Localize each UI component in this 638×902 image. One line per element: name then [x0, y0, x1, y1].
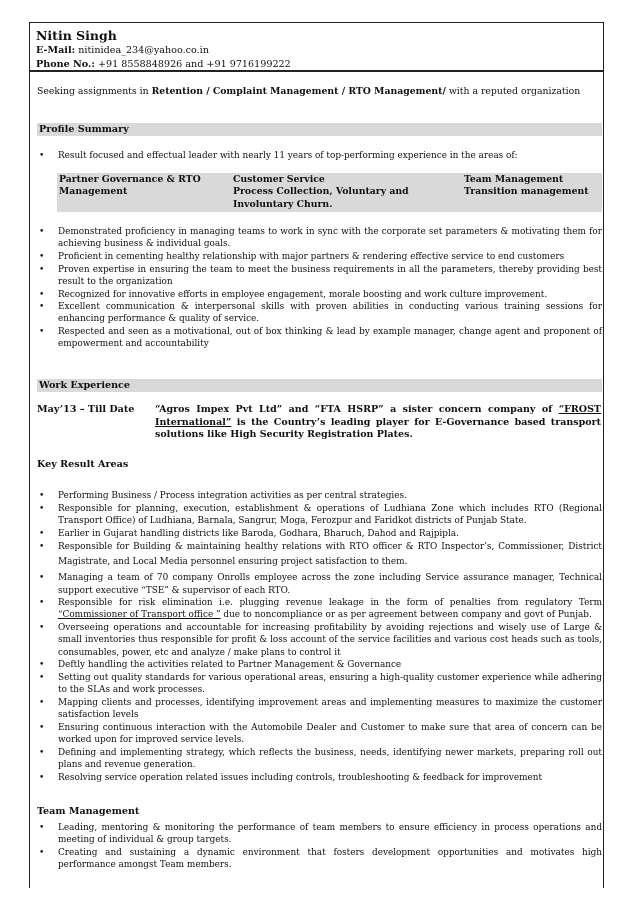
email-label: E-Mail:	[36, 45, 76, 56]
kra-heading: Key Result Areas	[37, 459, 129, 470]
bullet-icon: •	[39, 847, 45, 858]
list-item: • Proven expertise in ensuring the team to meet the business requirements in all the parameters, thereby providing best result to the organization	[39, 264, 602, 287]
bullet-icon: •	[39, 542, 45, 553]
email-line	[36, 44, 291, 58]
employment-dates: May’13 – Till Date	[37, 404, 135, 415]
employer-names: “Agros Impex Pvt Ltd” and “FTA HSRP” a sister concern company of	[155, 404, 559, 415]
bullet-icon: •	[39, 264, 45, 275]
email-value: nitinidea_234@yahoo.co.in	[78, 45, 209, 56]
section-work-experience: Work Experience	[37, 379, 602, 392]
list-item: • Setting out quality standards for various operational areas, ensuring a high-quality customer experience while adhering to the SLAs and work processes.	[39, 672, 602, 696]
list-item: • Resolving service operation related issues including controls, troubleshooting & feedback for improvement	[39, 772, 543, 783]
area-cell: Partner Governance & RTO Management	[59, 174, 201, 198]
bullet-icon: •	[39, 151, 45, 161]
bullet-icon: •	[39, 660, 45, 671]
list-item: • Respected and seen as a motivational, out of box thinking & lead by example manager, change agent and proponent of empowerment and accountability	[39, 327, 602, 350]
list-item: • Result focused and effectual leader with nearly 11 years of top-performing experience in the areas of:	[39, 151, 518, 161]
bullet-icon: •	[39, 672, 45, 683]
bullet-icon: •	[39, 227, 45, 237]
bullet-icon: •	[39, 623, 45, 634]
bullet-icon: •	[39, 251, 45, 262]
bullet-icon: •	[39, 823, 45, 833]
expertise-areas-table	[57, 173, 602, 212]
list-item: • Mapping clients and processes, identifying improvement areas and implementing measures to maximize the customer satisfaction levels	[39, 697, 602, 721]
list-item: • Leading, mentoring & monitoring the performance of team members to ensure efficiency in process operations and meeting of individual & group targets.	[39, 823, 602, 846]
list-item: • Overseeing operations and accountable for increasing profitability by avoiding rejections and wisely use of Large & small inventories thus responsible for profit & loss account of the service facilities and various cost heads such as tools, consumables, power, etc and analyze / make plans to control it	[39, 623, 602, 658]
bullet-icon: •	[39, 528, 45, 539]
list-item: • Defining and implementing strategy, which reflects the business, needs, identifying newer markets, preparing roll out plans and revenue generation.	[39, 747, 602, 770]
kra-list	[37, 490, 602, 784]
list-item: • Excellent communication & interpersonal skills with proven abilities in conducting various training sessions for enhancing performance & quality of service.	[39, 302, 602, 325]
employer-description	[155, 404, 601, 442]
list-item: • Managing a team of 70 company Onrolls employee across the zone including Service assurance manager, Technical support executive “TSE” & supervisor of each RTO.	[39, 573, 602, 596]
list-item: • Ensuring continuous interaction with the Automobile Dealer and Customer to make sure that area of concern can be worked upon for improved service levels.	[39, 722, 602, 745]
area-cell: Customer Service Process Collection, Voluntary and Involuntary Churn.	[233, 174, 409, 210]
profile-bullets	[37, 226, 602, 351]
list-item: • Proficient in cementing healthy relationship with major partners & rendering effective service to end customers	[39, 251, 565, 262]
header-divider	[29, 70, 604, 72]
list-item: • Responsible for risk elimination i.e. plugging revenue leakage in the form of penalties from regulatory Term “Commissioner of Transport office ” due to noncompliance or as per agreement between company and govt of Punjab.	[39, 598, 602, 621]
regulator-name: “Commissioner of Transport office ”	[58, 610, 221, 621]
bullet-icon: •	[39, 289, 45, 300]
list-item: • Responsible for Building & maintaining healthy relations with RTO officer & RTO Inspector’s, Commissioner, District Magistrate, and Local Media personnel ensuring project satisfaction to them.	[39, 542, 602, 568]
list-item: • Earlier in Gujarat handling districts like Baroda, Godhara, Bharuch, Dahod and Rajpipla.	[39, 528, 459, 539]
parent-company: “FROST International”	[155, 404, 601, 428]
team-management-list	[37, 822, 602, 872]
section-profile-summary: Profile Summary	[37, 123, 602, 136]
objective-statement	[37, 86, 602, 98]
list-item: • Performing Business / Process integration activities as per central strategies.	[39, 491, 407, 501]
objective-roles: Retention / Complaint Management / RTO Management/	[151, 86, 446, 97]
bullet-icon: •	[39, 747, 45, 758]
phone-value: +91 8558848926 and +91 9716199222	[97, 59, 291, 70]
list-item: • Deftly handling the activities related to Partner Management & Governance	[39, 660, 402, 671]
bullet-icon: •	[39, 327, 45, 338]
bullet-icon: •	[39, 598, 45, 609]
team-management-heading: Team Management	[37, 806, 140, 817]
header	[36, 28, 291, 72]
bullet-icon: •	[39, 503, 45, 514]
profile-intro-list	[37, 150, 602, 163]
bullet-icon: •	[39, 302, 45, 313]
list-item: • Creating and sustaining a dynamic environment that fosters development opportunities and motivates high performance amongst Team members.	[39, 847, 602, 871]
bullet-icon: •	[39, 772, 45, 783]
bullet-icon: •	[39, 491, 45, 501]
bullet-icon: •	[39, 573, 45, 584]
bullet-icon: •	[39, 722, 45, 733]
candidate-name: Nitin Singh	[36, 28, 117, 43]
list-item: • Recognized for innovative efforts in employee engagement, morale boosting and work culture improvement.	[39, 289, 548, 300]
bullet-icon: •	[39, 697, 45, 708]
employer-summary: is the Country’s leading player for E-Governance based transport solutions like High Security Registration Plates.	[155, 416, 601, 440]
objective-suffix: with a reputed organization	[445, 86, 581, 97]
objective-prefix: Seeking assignments in	[37, 86, 152, 97]
list-item: • Demonstrated proficiency in managing teams to work in sync with the corporate set parameters & motivating them for achieving business & individual goals.	[39, 227, 602, 250]
area-cell: Team Management Transition management	[464, 174, 589, 198]
phone-label: Phone No.:	[36, 59, 95, 70]
list-item: • Responsible for planning, execution, establishment & operations of Ludhiana Zone which includes RTO (Regional Transport Office) of Ludhiana, Barnala, Sangrur, Moga, Ferozpur and Faridkot districts of Punjab State.	[39, 503, 602, 526]
